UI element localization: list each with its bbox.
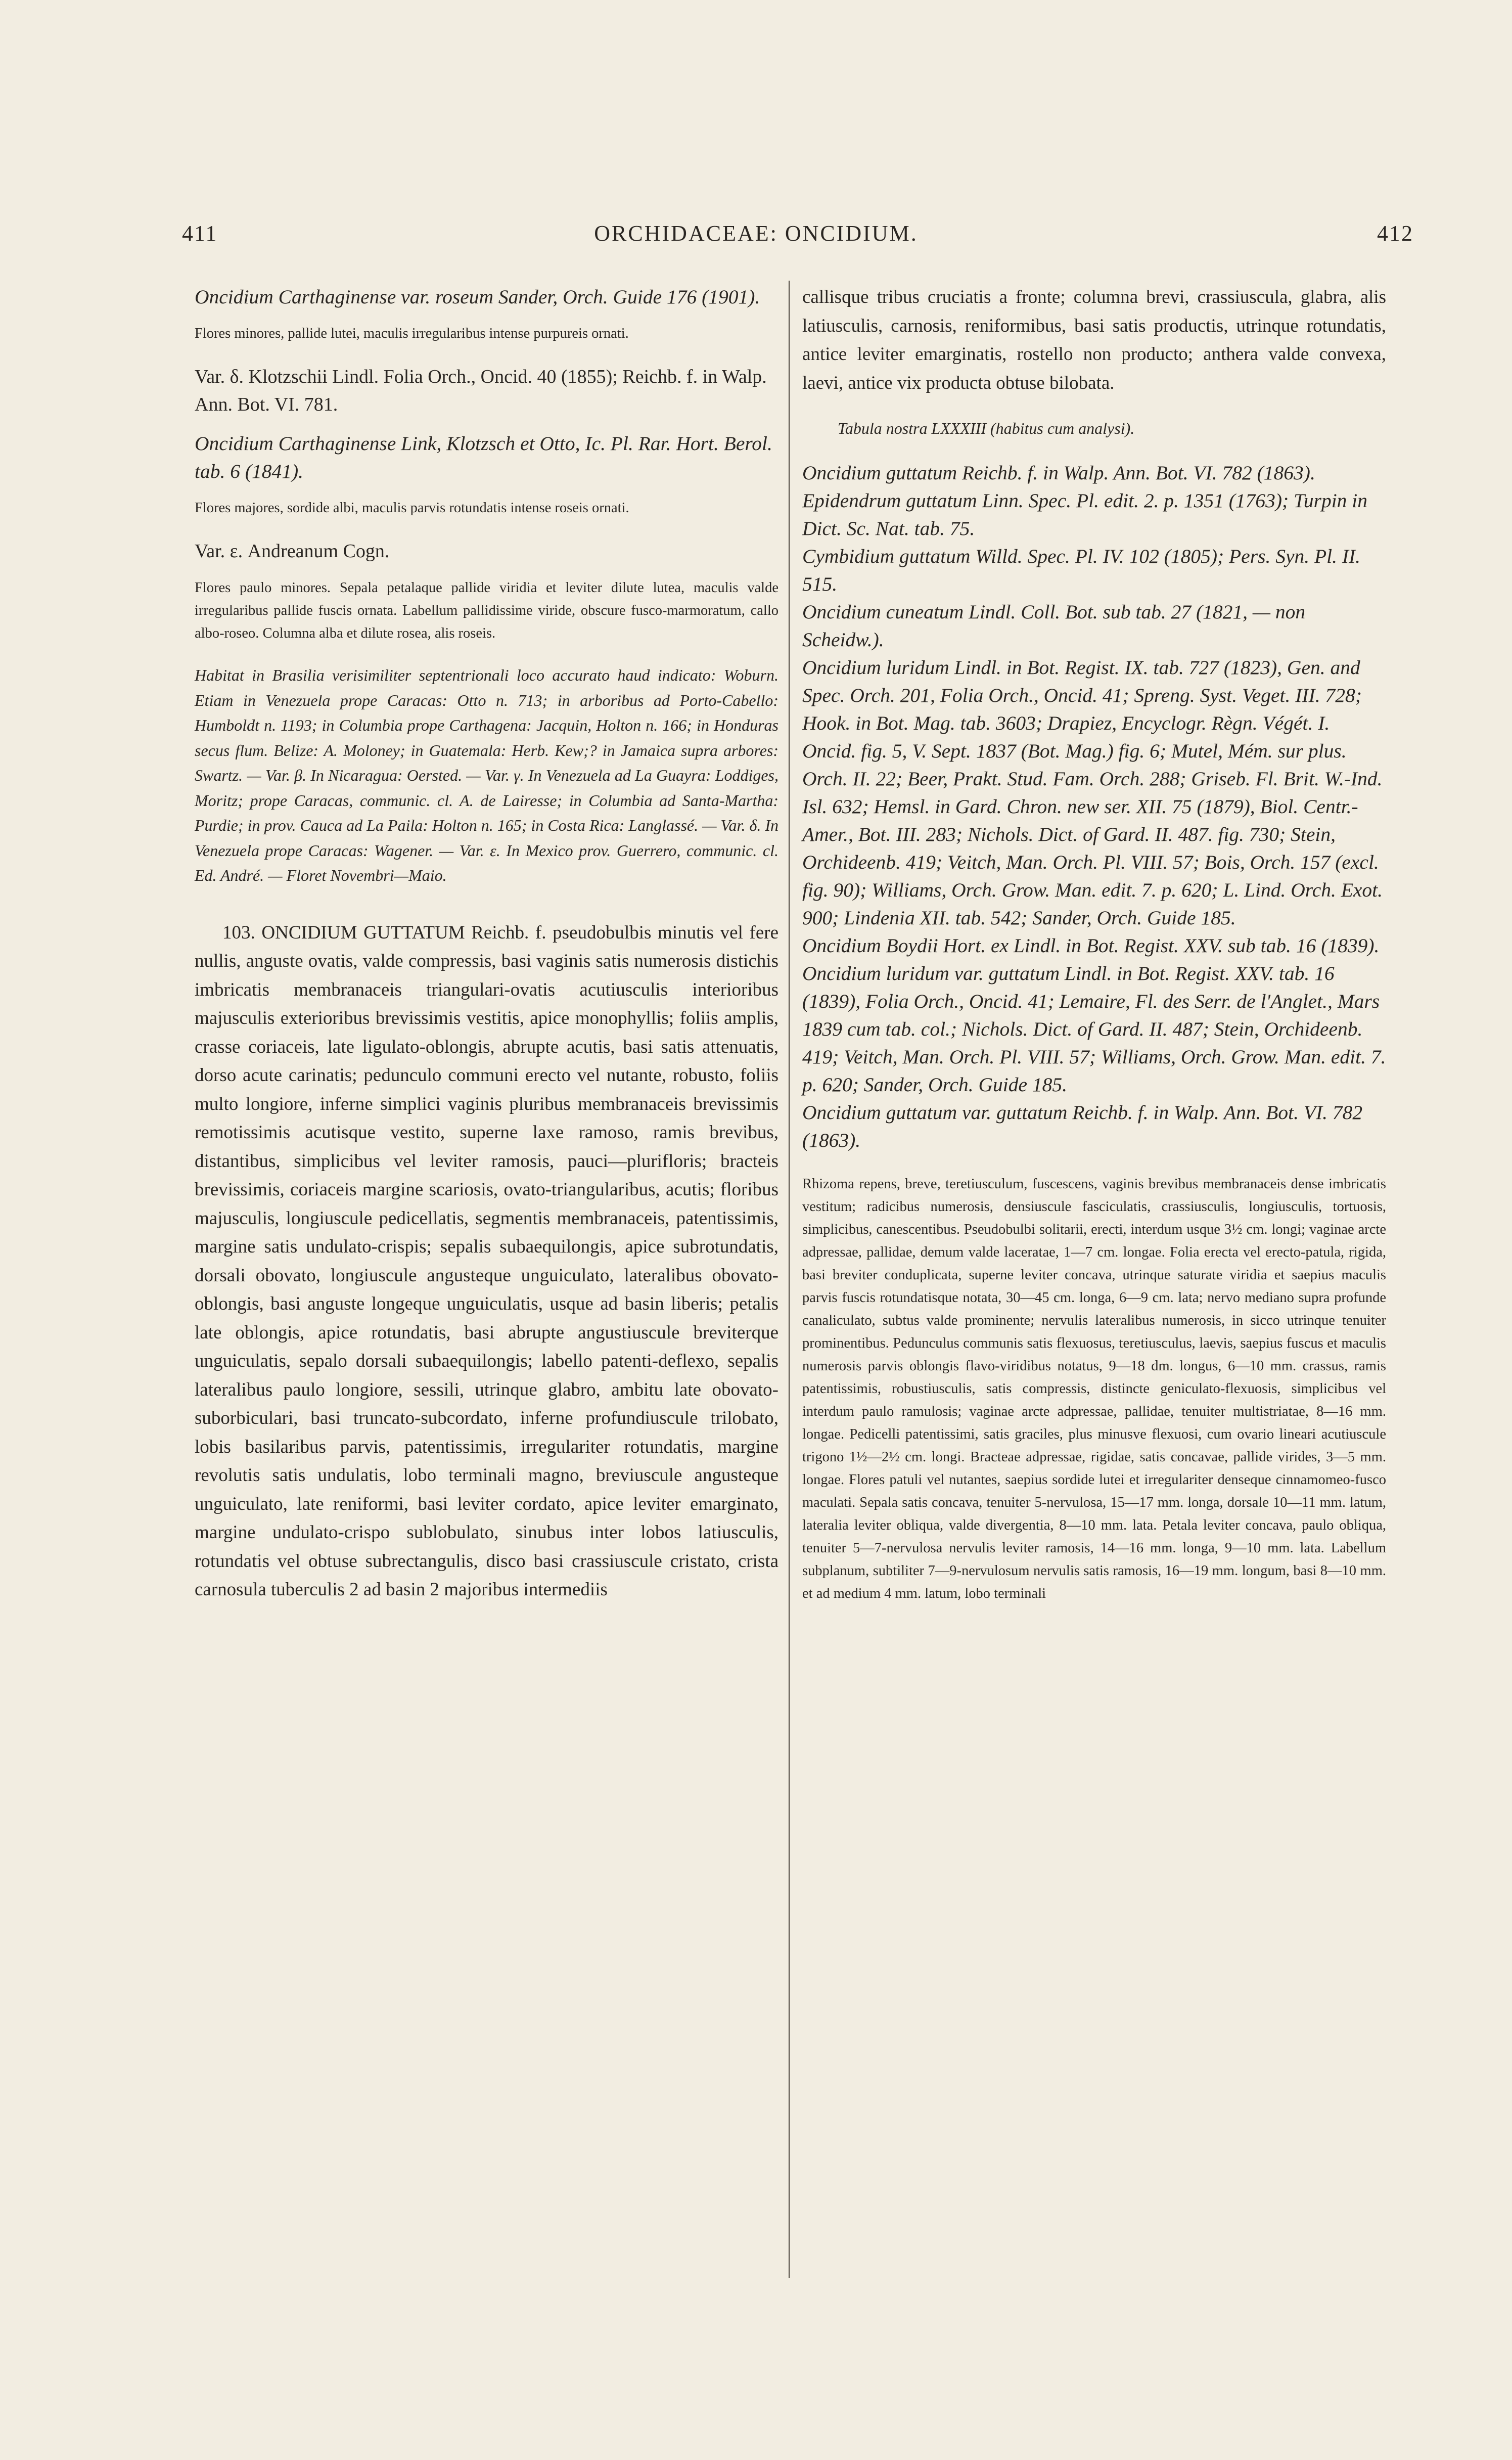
synonym-cymbidium-guttatum: Cymbidium guttatum Willd. Spec. Pl. IV. 102 (1805); Pers. Syn. Pl. II. 515. <box>802 545 1361 595</box>
plate-reference: Tabula nostra LXXXIII (habitus cum analysi). <box>838 419 1135 437</box>
citation-klotzschii: Oncidium Carthaginense Link, Klotzsch et Otto, Ic. Pl. Rar. Hort. Berol. tab. 6 (1841). <box>195 432 772 482</box>
left-page-number: 411 <box>182 221 218 246</box>
running-title: ORCHIDACEAE: ONCIDIUM. <box>594 221 918 246</box>
variety-klotzschii-heading: Var. δ. Klotzschii Lindl. Folia Orch., Oncid. 40 (1855); Reichb. f. in Walp. Ann. Bot. VI. 781. <box>195 366 767 415</box>
description-andreanum: Flores paulo minores. Sepala petalaque pallide viridia et leviter dilute lutea, maculis valde irregularibus pallide fuscis ornata. Labellum pallidissime viride, obscure fusco-marmoratum, callo albo-roseo. Columna alba et dilute rosea, alis roseis. <box>195 580 778 641</box>
synonym-oncidium-cuneatum: Oncidium cuneatum Lindl. Coll. Bot. sub tab. 27 (1821, — non Scheidw.). <box>802 601 1306 651</box>
synonym-luridum-var-guttatum: Oncidium luridum var. guttatum Lindl. in Bot. Regist. XXV. tab. 16 (1839), Folia Orch., Oncid. 41; Lemaire, Fl. des Serr. de l'Anglet., Mars 1839 cum tab. col.; Nichols. Dict. of Gard. II. 487; Stein, Orchideenb. 419; Veitch, Man. Orch. Pl. VIII. 57; Williams, Orch. Grow. Man. edit. 7. p. 620; Sander, Orch. Guide 185. <box>802 962 1386 1096</box>
right-column <box>802 283 1386 1605</box>
synonym-guttatum-var-guttatum: Oncidium guttatum var. guttatum Reichb. f. in Walp. Ann. Bot. VI. 782 (1863). <box>802 1101 1363 1151</box>
synonym-epidendrum-guttatum: Epidendrum guttatum Linn. Spec. Pl. edit. 2. p. 1351 (1763); Turpin in Dict. Sc. Nat. tab. 75. <box>802 489 1368 540</box>
synonym-oncidium-boydii: Oncidium Boydii Hort. ex Lindl. in Bot. Regist. XXV. sub tab. 16 (1839). <box>802 934 1380 957</box>
synonym-oncidium-guttatum: Oncidium guttatum Reichb. f. in Walp. Ann. Bot. VI. 782 (1863). <box>802 462 1315 484</box>
habitat-paragraph: Habitat in Brasilia verisimiliter septentrionali loco accurato haud indicato: Woburn. Etiam in Venezuela prope Caracas: Otto n. 713; in arboribus ad Porto-Cabello: Humboldt n. 1193; in Columbia prope Carthagena: Jacquin, Holton n. 166; in Honduras secus flum. Belize: A. Moloney; in Guatemala: Herb. Kew;? in Jamaica supra arbores: Swartz. — Var. β. In Nicaragua: Oersted. — Var. γ. In Venezuela ad La Guayra: Loddiges, Moritz; prope Caracas, communic. cl. A. de Lairesse; in Columbia ad Santa-Martha: Purdie; in prov. Cauca ad La Paila: Holton n. 165; in Costa Rica: Langlassé. — Var. δ. In Venezuela prope Caracas: Wagener. — Var. ε. In Mexico prov. Guerrero, communic. cl. Ed. André. — Floret Novembri—Maio. <box>195 666 778 884</box>
left-column <box>195 283 778 1604</box>
right-page-number: 412 <box>1377 221 1413 246</box>
synonym-oncidium-luridum: Oncidium luridum Lindl. in Bot. Regist. IX. tab. 727 (1823), Gen. and Spec. Orch. 201, Folia Orch., Oncid. 41; Spreng. Syst. Veget. III. 728; Hook. in Bot. Mag. tab. 3603; Drapiez, Encyclogr. Règn. Végét. I. Oncid. fig. 5, V. Sept. 1837 (Bot. Mag.) fig. 6; Mutel, Mém. sur plus. Orch. II. 22; Beer, Prakt. Stud. Fam. Orch. 288; Griseb. Fl. Brit. W.-Ind. Isl. 632; Hemsl. in Gard. Chron. new ser. XII. 75 (1879), Biol. Centr.-Amer., Bot. III. 283; Nichols. Dict. of Gard. II. 487. fig. 730; Stein, Orchideenb. 419; Veitch, Man. Orch. Pl. VIII. 57; Bois, Orch. 157 (excl. fig. 90); Williams, Orch. Grow. Man. edit. 7. p. 620; L. Lind. Orch. Exot. 900; Lindenia XII. tab. 542; Sander, Orch. Guide 185. <box>802 656 1383 929</box>
description-continued: callisque tribus cruciatis a fronte; columna brevi, crassiuscula, glabra, alis latiusculis, carnosis, reniformibus, basi satis productis, utrinque rotundatis, antice leviter emarginatis, rostello non producto; anthera valde convexa, laevi, antice vix producta obtuse bilobata. <box>802 287 1386 393</box>
column-divider <box>789 281 790 2278</box>
detailed-morphology: Rhizoma repens, breve, teretiusculum, fuscescens, vaginis brevibus membranaceis dense imbricatis vestitum; radicibus numerosis, densiuscule fasciculatis, crassiusculis, longiusculis, tortuosis, simplicibus, canescentibus. Pseudobulbi solitarii, erecti, interdum usque 3½ cm. longi; vaginae arcte adpressae, pallidae, demum valde laceratae, 1—7 cm. longae. Folia erecta vel erecto-patula, rigida, basi breviter conduplicata, superne leviter concava, utrinque saturate viridia et saepius maculis parvis fuscis rotundatisque notata, 30—45 cm. longa, 6—9 cm. lata; nervo mediano supra profunde canaliculato, subtus valde prominente; nervulis lateralibus numerosis, in sicco utrinque tenuiter prominentibus. Pedunculus communis satis flexuosus, teretiusculus, laevis, saepius fuscus et maculis numerosis parvis oblongis flavo-viridibus notatus, 9—18 dm. longus, 6—10 mm. crassus, ramis patentissimis, robustiusculis, satis compressis, distincte geniculato-flexuosis, simplicibus vel interdum paulo ramulosis; vaginae arcte adpressae, pallidae, tenuiter multistriatae, 8—16 mm. longae. Pedicelli patentissimi, satis graciles, plus minusve flexuosi, cum ovario lineari acutiuscule trigono 1½—2½ cm. longi. Bracteae adpressae, rigidae, satis concavae, pallide virides, 3—5 mm. longae. Flores patuli vel nutantes, saepius sordide lutei et irregulariter denseque cinnamomeo-fusco maculati. Sepala satis concava, tenuiter 5-nervulosa, 15—17 mm. longa, dorsale 10—11 mm. latum, lateralia leviter obliqua, valde divergentia, 8—10 mm. lata. Petala leviter concava, paulo obliqua, tenuiter 5—7-nervulosa nervulis leviter ramosis, 14—16 mm. longa, 9—10 mm. lata. Labellum subplanum, subtiliter 7—9-nervulosum nervulis satis ramosis, 16—19 mm. longum, basi 8—10 mm. et ad medium 4 mm. latum, lobo terminali <box>802 1176 1386 1601</box>
variety-andreanum-heading: Var. ε. Andreanum Cogn. <box>195 541 390 562</box>
species-103-description: 103. ONCIDIUM GUTTATUM Reichb. f. pseudobulbis minutis vel fere nullis, anguste ovatis, valde compressis, basi vaginis satis numerosis distichis imbricatis membranaceis triangulari-ovatis acutiusculis interioribus majusculis exterioribus brevissimis vestitis, apice monophyllis; foliis amplis, crasse coriaceis, late ligulato-oblongis, abrupte acutis, basi satis attenuatis, dorso acute carinatis; pedunculo communi erecto vel nutante, robusto, foliis multo longiore, inferne simplici vaginis pluribus membranaceis brevissimis remotissimis acutisque vestito, superne laxe ramoso, ramis brevibus, distantibus, simplicibus vel leviter ramosis, pauci—plurifloris; bracteis brevissimis, coriaceis margine scariosis, ovato-triangularibus, acutis; floribus majusculis, longiuscule pedicellatis, segmentis membranaceis, patentissimis, margine satis undulato-crispis; sepalis subaequilongis, apice subrotundatis, dorsali obovato, longiuscule angusteque unguiculato, lateralibus obovato-oblongis, basi anguste longeque unguiculatis, usque ad basin liberis; petalis late oblongis, apice rotundatis, basi abrupte angustiuscule breviterque unguiculatis, sepalo dorsali subaequilongis; labello patenti-deflexo, sepalis lateralibus paulo longiore, sessili, utrinque glabro, ambitu late obovato-suborbiculari, basi truncato-subcordato, inferne profundiuscule trilobato, lobis basilaribus parvis, patentissimis, irregulariter rotundatis, margine revolutis satis undulatis, lobo terminali magno, breviuscule angusteque unguiculato, late reniformi, basi leviter cordato, apice leviter emarginato, margine undulato-crispo sublobulato, sinubus inter lobos latiusculis, rotundatis vel obtuse subrectangulis, disco basi crassiuscule cristato, crista carnosula tuberculis 2 ad basin 2 majoribus intermediis <box>195 922 778 1600</box>
citation-roseum: Oncidium Carthaginense var. roseum Sander, Orch. Guide 176 (1901). <box>195 286 760 308</box>
description-klotzschii: Flores majores, sordide albi, maculis parvis rotundatis intense roseis ornati. <box>195 500 629 516</box>
description-roseum: Flores minores, pallide lutei, maculis irregularibus intense purpureis ornati. <box>195 326 629 341</box>
